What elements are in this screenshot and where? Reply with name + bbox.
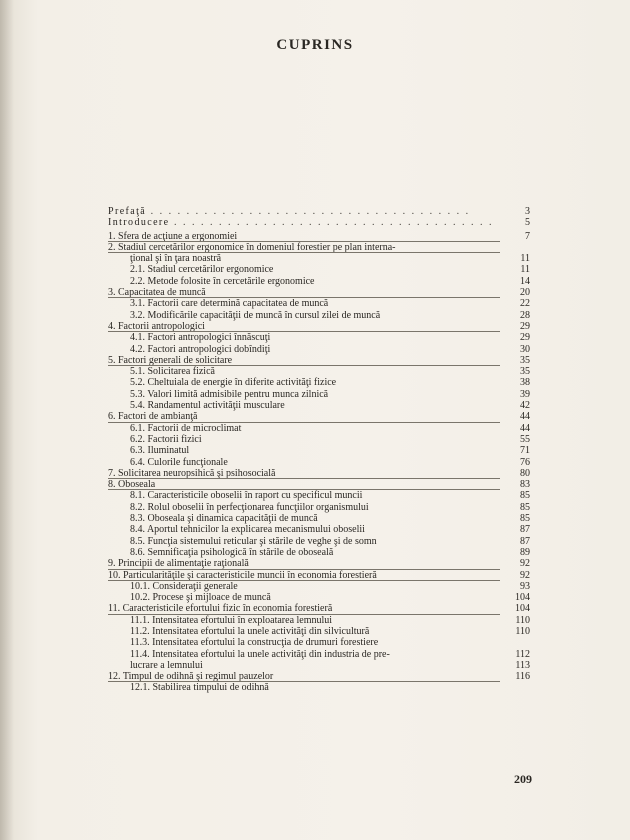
toc-entry-label: 12.1. Stabilirea timpului de odihnă [130, 682, 269, 694]
toc-entry-page: 71 [520, 445, 530, 457]
toc-row [108, 468, 530, 479]
toc-entry-label: 12. Timpul de odihnă şi regimul pauzelor [108, 671, 274, 683]
toc-row [108, 287, 530, 298]
toc-entry-label: 8.5. Funcţia sistemului reticular şi stările de veghe şi de somn [130, 535, 377, 547]
toc-entry-page: 110 [515, 625, 530, 637]
toc-entry-label: 11.1. Intensitatea efortului în exploatarea lemnului [130, 614, 333, 626]
toc-entry-page: 85 [520, 501, 530, 513]
toc-entry-label: 4.1. Factori antropologici înnăscuţi [130, 332, 271, 344]
toc-entry-label: 8.2. Rolul oboselii în perfecţionarea funcţiilor organismului [130, 501, 369, 513]
toc-entry-page: 83 [520, 479, 530, 491]
toc-entry-page: 29 [520, 320, 530, 332]
toc-entry-page: 44 [520, 422, 530, 434]
toc-entry-label: 2. Stadiul cercetărilor ergonomice în domeniul forestier pe plan interna- [108, 241, 396, 253]
toc-entry-page: 39 [520, 388, 530, 400]
toc-entry-label: 11.4. Intensitatea efortului la unele activităţi din industria de pre- [130, 648, 390, 660]
toc-row [108, 434, 530, 445]
toc-row [108, 344, 530, 355]
toc-row [108, 660, 530, 671]
toc-entry-label: 4. Factorii antropologici [108, 320, 205, 332]
toc-entry-label: 2.2. Metode folosite în cercetările ergonomice [130, 275, 315, 287]
toc-entry-page: 104 [515, 603, 530, 615]
toc-entry-label: 11. Caracteristicile efortului fizic în economia forestieră [108, 603, 333, 615]
toc-row [108, 276, 530, 287]
page-title: CUPRINS [276, 37, 354, 53]
toc-entry-label: 8.4. Aportul tehnicilor la explicarea mecanismului oboselii [130, 524, 365, 536]
toc-entry-label: 5. Factori generali de solicitare [108, 354, 233, 366]
toc-entry-label: 6. Factori de ambianţă [108, 411, 198, 423]
toc-entry-label: 5.1. Solicitarea fizică [130, 366, 215, 378]
toc-row [108, 264, 530, 275]
toc-entry-label: 2.1. Stadiul cercetărilor ergonomice [130, 264, 274, 276]
toc-entry-page: 93 [520, 580, 530, 592]
toc-entry-label: 6.3. Iluminatul [130, 445, 190, 457]
toc-entry-page: 11 [520, 253, 530, 265]
toc-row [108, 637, 530, 648]
toc-row [108, 479, 530, 490]
leader-dots: . . . . . . . . . . . . . . . . . . . . . . . . . . . . . . . . . . . . [146, 206, 471, 217]
toc-entry-label: ţional şi în ţara noastră [130, 253, 222, 265]
toc-row [108, 310, 530, 321]
toc-entry-page: 92 [520, 569, 530, 581]
toc-row [108, 298, 530, 309]
toc-entry-label: 10. Particularităţile şi caracteristicile muncii în economia forestieră [108, 569, 377, 581]
toc-row [108, 242, 530, 253]
toc-row [108, 355, 530, 366]
toc-entry-page: 29 [520, 332, 530, 344]
toc-row [108, 547, 530, 558]
toc-entry-label: 9. Principii de alimentaţie raţională [108, 558, 249, 570]
toc-row [108, 389, 530, 400]
toc-row [108, 231, 530, 242]
toc-entry-page: 80 [520, 467, 530, 479]
toc-row [108, 581, 530, 592]
toc-entry-page: 112 [515, 648, 530, 660]
toc-row [108, 400, 530, 411]
toc-row [108, 332, 530, 343]
toc-entry-label: 3. Capacitatea de muncă [108, 287, 206, 299]
toc-row [108, 513, 530, 524]
toc-row [108, 411, 530, 422]
toc-entry-label: 11.2. Intensitatea efortului la unele activităţi din silvicultură [130, 625, 370, 637]
toc-entry-label: 1. Sfera de acţiune a ergonomiei [108, 230, 238, 242]
toc-entry-page: 28 [520, 309, 530, 321]
toc-row [108, 671, 530, 682]
toc-entry-label: 5.2. Cheltuiala de energie în diferite activităţi fizice [130, 377, 337, 389]
toc-row [108, 502, 530, 513]
toc-entry-page: 20 [520, 287, 530, 299]
toc-row [108, 377, 530, 388]
toc-entry-label: 8.1. Caracteristicile oboselii în raport cu specificul muncii [130, 490, 363, 502]
toc-entry-page: 11 [520, 264, 530, 276]
table-of-contents [108, 206, 530, 694]
page-gutter-shadow [0, 0, 14, 840]
toc-entry-label: 3.1. Factorii care determină capacitatea de muncă [130, 298, 329, 310]
page-number: 209 [514, 772, 532, 786]
toc-entry-page: 76 [520, 456, 530, 468]
toc-entry-label: 6.2. Factorii fizici [130, 433, 202, 445]
toc-entry-page: 3 [525, 206, 530, 217]
toc-entry-page: 89 [520, 546, 530, 558]
toc-entry-label: 6.1. Factorii de microclimat [130, 422, 242, 434]
toc-entry-page: 7 [525, 230, 530, 242]
toc-row [108, 615, 530, 626]
toc-row [108, 570, 530, 581]
toc-row [108, 457, 530, 468]
toc-entry-label: 8.3. Oboseala şi dinamica capacităţii de muncă [130, 513, 318, 525]
toc-row [108, 321, 530, 332]
toc-row [108, 682, 530, 693]
toc-row [108, 445, 530, 456]
toc-entry-page: 110 [515, 614, 530, 626]
toc-row [108, 253, 530, 264]
toc-entry-page: 104 [515, 592, 530, 604]
toc-entry-page: 85 [520, 490, 530, 502]
toc-row [108, 649, 530, 660]
toc-entry-label: 5.4. Randamentul activităţii musculare [130, 400, 285, 412]
toc-row [108, 366, 530, 377]
toc-entry-label: 10.2. Procese şi mijloace de muncă [130, 592, 271, 604]
toc-entry-page: 5 [525, 217, 530, 229]
toc-entry-label: 7. Solicitarea neuropsihică şi psihosocială [108, 467, 276, 479]
toc-row [108, 603, 530, 614]
toc-entry-page: 22 [520, 298, 530, 310]
toc-entry-label: Prefaţă . . . . . . . . . . . . . . . . . . . . . . . . . . . . . . . . . . . . [108, 206, 471, 217]
toc-entry-label: 6.4. Culorile funcţionale [130, 456, 228, 468]
toc-row [108, 524, 530, 535]
toc-entry-page: 113 [515, 659, 530, 671]
toc-entry-page: 42 [520, 400, 530, 412]
toc-entry-page: 116 [515, 671, 530, 683]
toc-row [108, 423, 530, 434]
toc-entry-label: 10.1. Consideraţii generale [130, 580, 238, 592]
toc-row [108, 206, 530, 217]
toc-entry-page: 44 [520, 411, 530, 423]
toc-entry-label: 8. Oboseala [108, 479, 156, 491]
toc-entry-label: 11.3. Intensitatea efortului la construcţia de drumuri forestiere [130, 637, 379, 649]
toc-row [108, 536, 530, 547]
toc-entry-label: lucrare a lemnului [130, 659, 203, 671]
toc-entry-page: 35 [520, 366, 530, 378]
toc-entry-page: 55 [520, 433, 530, 445]
toc-entry-page: 92 [520, 558, 530, 570]
toc-entry-page: 35 [520, 354, 530, 366]
toc-entry-page: 30 [520, 343, 530, 355]
toc-row [108, 490, 530, 501]
toc-entry-page: 38 [520, 377, 530, 389]
toc-entry-page: 14 [520, 275, 530, 287]
toc-row [108, 217, 530, 228]
toc-entry-page: 85 [520, 513, 530, 525]
toc-entry-page: 87 [520, 535, 530, 547]
toc-entry-label: 8.6. Semnificaţia psihologică în stările de oboseală [130, 546, 334, 558]
toc-row [108, 592, 530, 603]
toc-entry-label: Introducere . . . . . . . . . . . . . . . . . . . . . . . . . . . . . . . . . . . . [108, 217, 494, 229]
toc-row [108, 558, 530, 569]
toc-entry-page: 87 [520, 524, 530, 536]
leader-dots: . . . . . . . . . . . . . . . . . . . . . . . . . . . . . . . . . . . . [169, 217, 494, 229]
toc-entry-label: 3.2. Modificările capacităţii de muncă în cursul zilei de muncă [130, 309, 381, 321]
toc-row [108, 626, 530, 637]
toc-entry-label: 5.3. Valori limită admisibile pentru munca zilnică [130, 388, 329, 400]
toc-entry-label: 4.2. Factori antropologici dobîndiţi [130, 343, 271, 355]
